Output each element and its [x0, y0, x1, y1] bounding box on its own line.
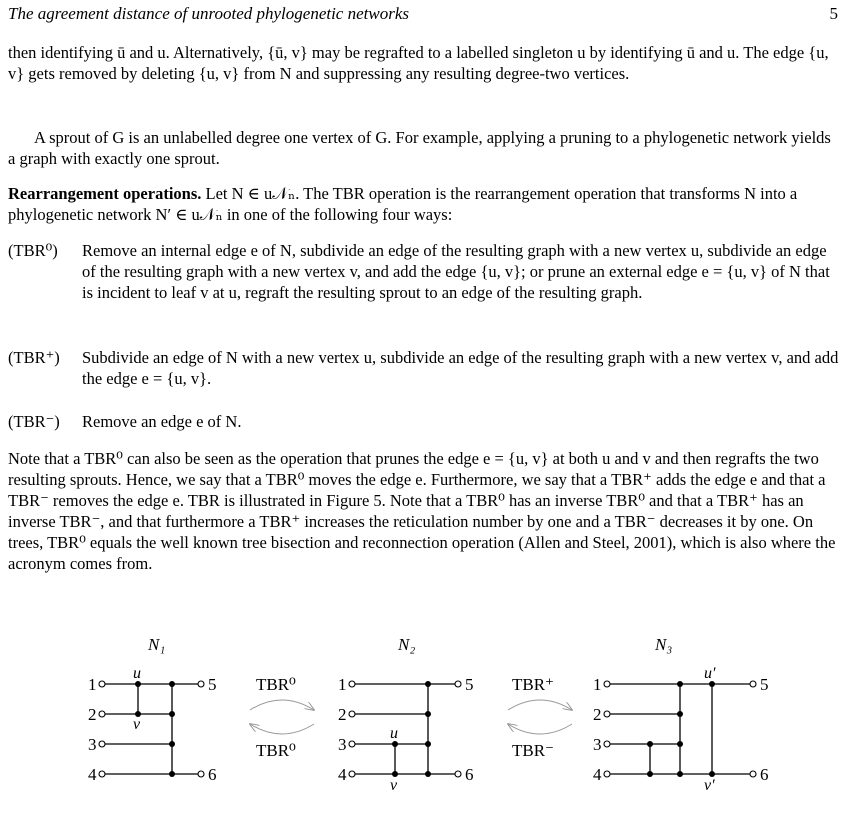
- internal-node: [169, 771, 175, 777]
- paragraph-2: A sprout of G is an unlabelled degree one vertex of G. For example, applying a pruning to a phylogenetic network yields a graph with exactly one sprout.: [8, 128, 831, 168]
- leaf-label: 5: [208, 675, 217, 694]
- internal-node: [169, 681, 175, 687]
- leaf-node: [604, 741, 610, 747]
- arrow-label: TBR⁰: [256, 741, 296, 760]
- running-header: [8, 4, 842, 26]
- leaf-label: 2: [338, 705, 347, 724]
- leaf-label: 1: [593, 675, 602, 694]
- leaf-node: [99, 771, 105, 777]
- leaf-label: 4: [593, 765, 602, 784]
- leaf-label: 3: [88, 735, 97, 754]
- internal-node: [677, 681, 683, 687]
- network-label: N₁: [148, 635, 166, 654]
- arrow-label: TBR⁺: [512, 675, 555, 694]
- leaf-label: 6: [760, 765, 769, 784]
- leaf-node: [455, 681, 461, 687]
- leaf-node: [99, 681, 105, 687]
- vertex-label: v: [390, 777, 398, 794]
- leaf-label: 5: [760, 675, 769, 694]
- arrow-label: TBR⁻: [512, 741, 555, 760]
- list-item-text: Remove an internal edge e of N, subdivide an edge of the resulting graph with a new vertex u, subdivide an edge of the resulting graph with a new vertex v, and add the edge {u, v}; or prune an external edge e = {u, v} of N that is incident to leaf v at u, regraft the resulting sprout to an edge of the resulting graph.: [82, 241, 830, 302]
- internal-node: [647, 771, 653, 777]
- vertex-label: v: [133, 716, 141, 733]
- internal-node: [425, 771, 431, 777]
- section-heading: Rearrangement operations.: [8, 184, 202, 203]
- arrow-right: [508, 700, 572, 710]
- running-title: The agreement distance of unrooted phylogenetic networks: [8, 4, 409, 23]
- list-item-tag: (TBR⁰): [8, 241, 58, 260]
- vertex-label: v′: [704, 777, 715, 794]
- page-number: 5: [829, 4, 838, 23]
- paragraph-3: [8, 183, 842, 225]
- leaf-node: [99, 741, 105, 747]
- internal-node: [169, 741, 175, 747]
- internal-node: [677, 771, 683, 777]
- internal-node: [647, 741, 653, 747]
- paragraph-1: then identifying ū and u. Alternatively, {ū, v} may be regrafted to a labelled singleton u by identifying ū and u. The edge {u, v} gets removed by deleting {u, v} from N and suppressing any resulting degree-two vertices.: [8, 43, 829, 83]
- leaf-label: 4: [88, 765, 97, 784]
- arrow-left: [508, 724, 572, 734]
- network-label: N₃: [655, 635, 673, 654]
- internal-node: [677, 741, 683, 747]
- leaf-label: 2: [593, 705, 602, 724]
- arrow-right: [250, 700, 314, 710]
- list-item-text: Subdivide an edge of N with a new vertex u, subdivide an edge of the resulting graph with a new vertex v, and add the edge e = {u, v}.: [82, 348, 839, 388]
- figure-svg: [60, 628, 780, 818]
- leaf-label: 2: [88, 705, 97, 724]
- list-item-tag: (TBR⁻): [8, 412, 60, 431]
- leaf-node: [750, 681, 756, 687]
- network-label: N₂: [398, 635, 416, 654]
- list-item-tag: (TBR⁺): [8, 348, 60, 367]
- internal-node: [169, 711, 175, 717]
- leaf-node: [349, 771, 355, 777]
- leaf-node: [604, 771, 610, 777]
- arrow-label: TBR⁰: [256, 675, 296, 694]
- leaf-label: 3: [593, 735, 602, 754]
- leaf-label: 1: [338, 675, 347, 694]
- internal-node: [425, 711, 431, 717]
- leaf-node: [455, 771, 461, 777]
- leaf-node: [604, 711, 610, 717]
- leaf-label: 3: [338, 735, 347, 754]
- leaf-node: [349, 741, 355, 747]
- paragraph-4: Note that a TBR⁰ can also be seen as the operation that prunes the edge e = {u, v} at both u and v and then regrafts the two resulting sprouts. Hence, we say that a TBR⁰ moves the edge e. Furthermore, we say that a TBR⁺ adds the edge e and that a TBR⁻ removes the edge e. TBR is illustrated in Figure 5. Note that a TBR⁰ has an inverse TBR⁰ and that a TBR⁺ has an inverse TBR⁻, and that furthermore a TBR⁺ increases the reticulation number by one and a TBR⁻ decreases it by one. On trees, TBR⁰ equals the well known tree bisection and reconnection operation (Allen and Steel, 2001), which is also where the acronym comes from.: [8, 449, 836, 573]
- vertex-label: u: [133, 665, 141, 682]
- leaf-label: 6: [208, 765, 217, 784]
- leaf-node: [198, 681, 204, 687]
- internal-node: [425, 681, 431, 687]
- leaf-label: 1: [88, 675, 97, 694]
- internal-node: [425, 741, 431, 747]
- leaf-node: [99, 711, 105, 717]
- paragraph-3-text: Let N ∈ u𝒩ₙ. The TBR operation is the rearrangement operation that transforms N into a phylogenetic network N′ ∈ u𝒩ₙ in one of the following four ways:: [8, 184, 798, 224]
- leaf-label: 5: [465, 675, 474, 694]
- leaf-node: [750, 771, 756, 777]
- arrow-left: [250, 724, 314, 734]
- vertex-label: u′: [704, 665, 716, 682]
- leaf-node: [349, 681, 355, 687]
- leaf-node: [198, 771, 204, 777]
- figure-5: [60, 628, 780, 818]
- leaf-node: [604, 681, 610, 687]
- vertex-label: u: [390, 725, 398, 742]
- leaf-label: 4: [338, 765, 347, 784]
- leaf-label: 6: [465, 765, 474, 784]
- internal-node: [677, 711, 683, 717]
- leaf-node: [349, 711, 355, 717]
- list-item-text: Remove an edge e of N.: [82, 412, 242, 431]
